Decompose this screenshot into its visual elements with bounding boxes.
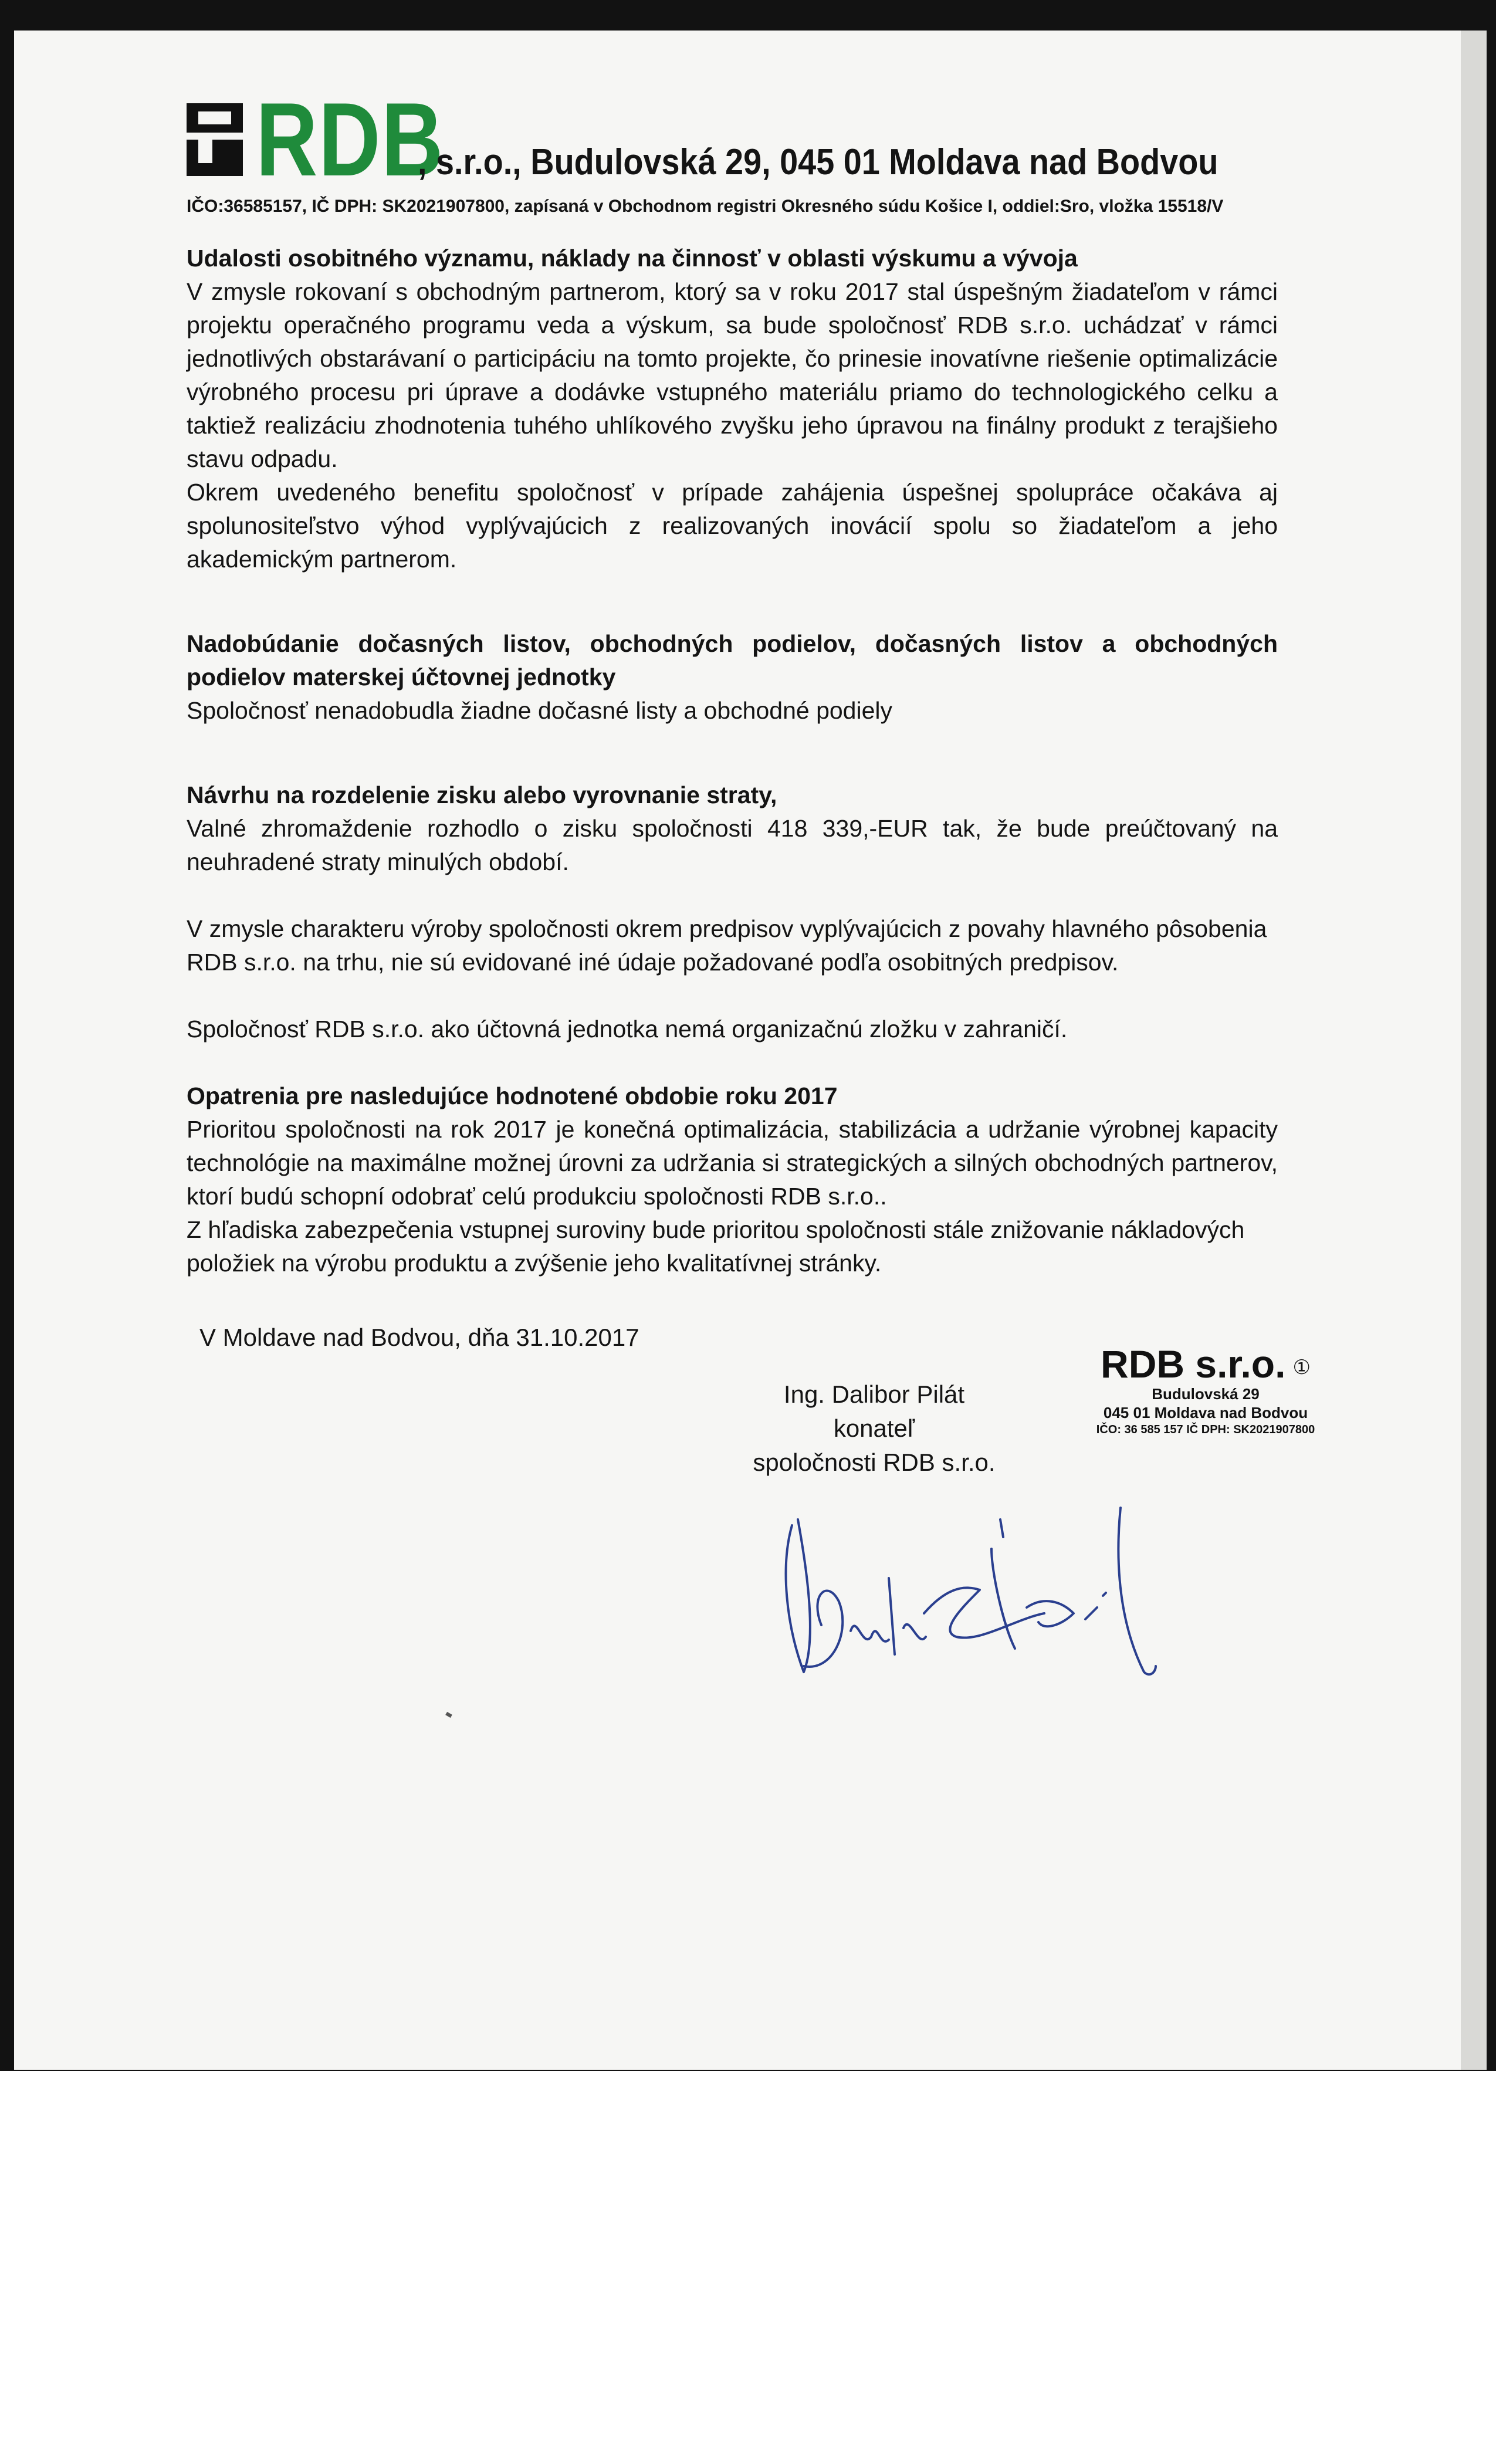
company-logo	[187, 81, 445, 198]
stamp-title: RDB s.r.o.	[1101, 1342, 1286, 1386]
signer-name: Ing. Dalibor Pilát	[783, 1380, 965, 1408]
stamp-city: 045 01 Moldava nad Bodvou	[1103, 1404, 1308, 1421]
handwritten-signature	[769, 1496, 1179, 1690]
stamp-ids: IČO: 36 585 157 IČ DPH: SK2021907800	[1096, 1423, 1315, 1436]
branch-paragraph: Spoločnosť RDB s.r.o. ako účtovná jednotka nemá organizačnú zložku v zahraničí.	[187, 1016, 1068, 1043]
company-stamp	[1079, 1343, 1332, 1437]
profit-paragraph: Valné zhromaždenie rozhodlo o zisku spoločnosti 418 339,-EUR tak, že bude preúčtovaný na neuhradené straty minulých období.	[187, 815, 1278, 875]
profit-heading: Návrhu na rozdelenie zisku alebo vyrovnanie straty,	[187, 781, 777, 808]
measures-paragraph-1: Prioritou spoločnosti na rok 2017 je konečná optimalizácia, stabilizácia a udržanie výrobnej kapacity technológie na maximálne možnej úrovni za udržania si strategických a silných obchodných partnerov, ktorí budú schopní odobrať celú produkciu spoločnosti RDB s.r.o..	[187, 1116, 1278, 1210]
company-registration: IČO:36585157, IČ DPH: SK2021907800, zapísaná v Obchodnom registri Okresného súdu Košice I, oddiel:Sro, vložka 15518/V	[187, 197, 1224, 216]
document-body	[187, 242, 1278, 1280]
events-paragraph-1: V zmysle rokovaní s obchodným partnerom, ktorý sa v roku 2017 stal úspešným žiadateľom v rámci projektu operačného programu veda a výskum, sa bude spoločnosť RDB s.r.o. uchádzať v rámci jednotlivých obstarávaní o participáciu na tomto projekte, čo prinesie inovatívne riešenie optimalizácie výrobného procesu pri úprave a dodávke vstupného materiálu priamo do technologického celku a taktiež realizáciu zhodnotenia tuhého uhlíkového zvyšku jeho úpravou na finálny produkt z terajšieho stavu odpadu.	[187, 278, 1278, 472]
stamp-circle-mark: ①	[1292, 1356, 1311, 1379]
signer-company: spoločnosti RDB s.r.o.	[753, 1448, 996, 1476]
page-edge-shadow	[1461, 31, 1487, 2070]
date-line: V Moldave nad Bodvou, dňa 31.10.2017	[199, 1324, 639, 1351]
measures-paragraph-2: Z hľadiska zabezpečenia vstupnej suroviny bude prioritou spoločnosti stále znižovanie nákladových položiek na výrobu produktu a zvýšenie jeho kvalitatívnej stránky.	[187, 1216, 1245, 1277]
events-heading: Udalosti osobitného významu, náklady na činnosť v oblasti výskumu a vývoja	[187, 245, 1078, 272]
stamp-street: Budulovská 29	[1152, 1385, 1260, 1403]
signer-role: konateľ	[833, 1414, 915, 1442]
measures-heading: Opatrenia pre nasledujúce hodnotené obdobie roku 2017	[187, 1082, 838, 1109]
shares-heading: Nadobúdanie dočasných listov, obchodných podielov, dočasných listov a obchodných podielov materskej účtovnej jednotky	[187, 630, 1278, 691]
nature-paragraph: V zmysle charakteru výroby spoločnosti okrem predpisov vyplývajúcich z povahy hlavného pôsobenia RDB s.r.o. na trhu, nie sú evidované iné údaje požadované podľa osobitných predpisov.	[187, 915, 1267, 976]
logo-mark-icon	[187, 103, 243, 176]
logo-text: RDB	[256, 81, 445, 198]
shares-paragraph: Spoločnosť nenadobudla žiadne dočasné listy a obchodné podiely	[187, 697, 892, 724]
events-paragraph-2: Okrem uvedeného benefitu spoločnosť v prípade zahájenia úspešnej spolupráce očakáva aj spolunositeľstvo výhod vyplývajúcich z realizovaných inovácií spolu so žiadateľom a jeho akademickým partnerom.	[187, 479, 1278, 573]
signer-block	[739, 1377, 1009, 1480]
company-address: , s.r.o., Budulovská 29, 045 01 Moldava nad Bodvou	[418, 142, 1219, 182]
